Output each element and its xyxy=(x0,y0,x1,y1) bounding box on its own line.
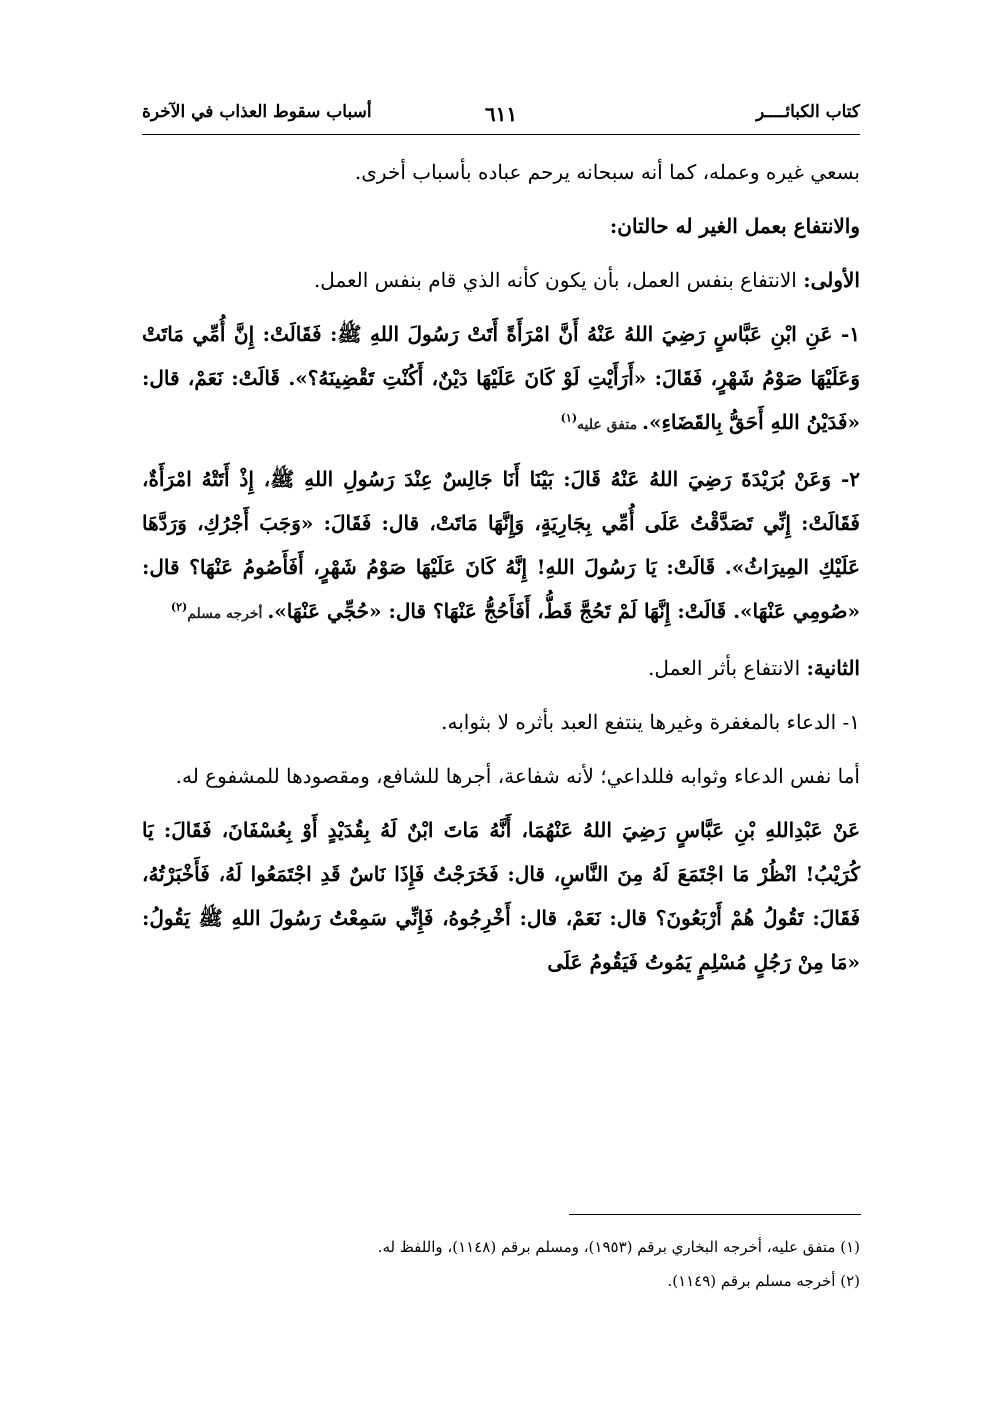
hadith-1 xyxy=(142,312,860,447)
hadith-2-citation: أخرجه مسلم xyxy=(187,606,268,622)
second-case-text: الانتفاع بأثر العمل. xyxy=(648,656,807,680)
paragraph-first-case xyxy=(142,258,860,302)
paragraph-continuation: بسعي غيره وعمله، كما أنه سبحانه يرحم عباده بأسباب أخرى. xyxy=(354,160,860,184)
book-title: كتاب الكبائــــر xyxy=(756,102,860,122)
page-body xyxy=(142,150,860,994)
hadith-1-citation: متفق عليه xyxy=(577,417,642,433)
footnote-1: (١) متفق عليه، أخرجه البخاري برقم (١٩٥٣)، ومسلم برقم (١١٤٨)، واللفظ له. xyxy=(377,1238,860,1256)
first-case-text: الانتفاع بنفس العمل، بأن يكون كأنه الذي قام بنفس العمل. xyxy=(313,268,804,292)
first-case-label: الأولى: xyxy=(803,268,860,292)
hadith-2 xyxy=(142,457,860,636)
section-heading: والانتفاع بعمل الغير له حالتان: xyxy=(609,214,860,238)
footnote-ref-2: (٢) xyxy=(170,600,188,614)
hadith-3: عَنْ عَبْدِاللهِ بْنِ عَبَّاسٍ رَضِيَ اللهُ عَنْهُمَا، أَنَّهُ مَاتَ ابْنٌ لَهُ بِقُدَيْدٍ أَوْ بِعُسْفَانَ، فَقَالَ: يَا كُرَيْبُ! انْظُرْ مَا اجْتَمَعَ لَهُ مِنَ النَّاسِ، قال: فَخَرَجْتُ فَإِذَا نَاسٌ قَدِ اجْتَمَعُوا لَهُ، فَأَخْبَرْتُهُ، فَقَالَ: تَقُولُ هُمْ أَرْبَعُونَ؟ قال: نَعَمْ، قال: أَخْرِجُوهُ، فَإِنِّي سَمِعْتُ رَسُولَ اللهِ ﷺ يَقُولُ: «مَا مِنْ رَجُلٍ مُسْلِمٍ يَمُوتُ فَيَقُومُ عَلَى xyxy=(142,818,860,974)
footnote-ref-1: (١) xyxy=(560,411,578,425)
hadith-2-number: ٢- xyxy=(840,467,860,491)
page-number: ٦١١ xyxy=(484,102,518,126)
second-case-label: الثانية: xyxy=(806,656,860,680)
paragraph-second-case xyxy=(142,646,860,690)
paragraph-dua-point: ١- الدعاء بالمغفرة وغيرها ينتفع العبد بأثره لا بثوابه. xyxy=(441,710,860,734)
hadith-1-text: عَنِ ابْنِ عَبَّاسٍ رَضِيَ اللهُ عَنْهُ أَنَّ امْرَأَةً أَتَتْ رَسُولَ اللهِ ﷺ: فَقَالَتْ: إِنَّ أُمِّي مَاتَتْ وَعَلَيْهَا صَوْمُ شَهْرٍ، فَقَالَ: «أَرَأَيْتِ لَوْ كَانَ عَلَيْهَا دَيْنٌ، أَكُنْتِ تَقْضِينَهُ؟». قَالَتْ: نَعَمْ، قال: «فَدَيْنُ اللهِ أَحَقُّ بِالقَضَاءِ». xyxy=(142,322,860,434)
chapter-title: أسباب سقوط العذاب في الآخرة xyxy=(142,102,372,122)
hadith-1-number: ١- xyxy=(840,322,860,346)
hadith-2-text: وَعَنْ بُرَيْدَةَ رَضِيَ اللهُ عَنْهُ قَالَ: بَيْنَا أَنَا جَالِسٌ عِنْدَ رَسُولِ اللهِ ﷺ، إِذْ أَتَتْهُ امْرَأَةٌ، فَقَالَتْ: إِنِّي تَصَدَّقْتُ عَلَى أُمِّي بِجَارِيَةٍ، وَإِنَّهَا مَاتَتْ، قال: فَقَالَ: «وَجَبَ أَجْرُكِ، وَرَدَّهَا عَلَيْكِ المِيرَاثُ». قَالَتْ: يَا رَسُولَ اللهِ! إِنَّهُ كَانَ عَلَيْهَا صَوْمُ شَهْرٍ، أَفَأَصُومُ عَنْهَا؟ قال: «صُومِي عَنْهَا». قَالَتْ: إِنَّهَا لَمْ تَحُجَّ قَطُّ، أَفَأَحُجُّ عَنْهَا؟ قال: «حُجِّي عَنْهَا». xyxy=(142,467,860,623)
running-header xyxy=(142,96,860,135)
footnote-2: (٢) أخرجه مسلم برقم (١١٤٩). xyxy=(667,1272,860,1290)
footnote-divider xyxy=(569,1214,861,1215)
paragraph-dua-reward: أما نفس الدعاء وثوابه فللداعي؛ لأنه شفاعة، أجرها للشافع، ومقصودها للمشفوع له. xyxy=(175,764,860,788)
footnotes xyxy=(142,1230,860,1298)
